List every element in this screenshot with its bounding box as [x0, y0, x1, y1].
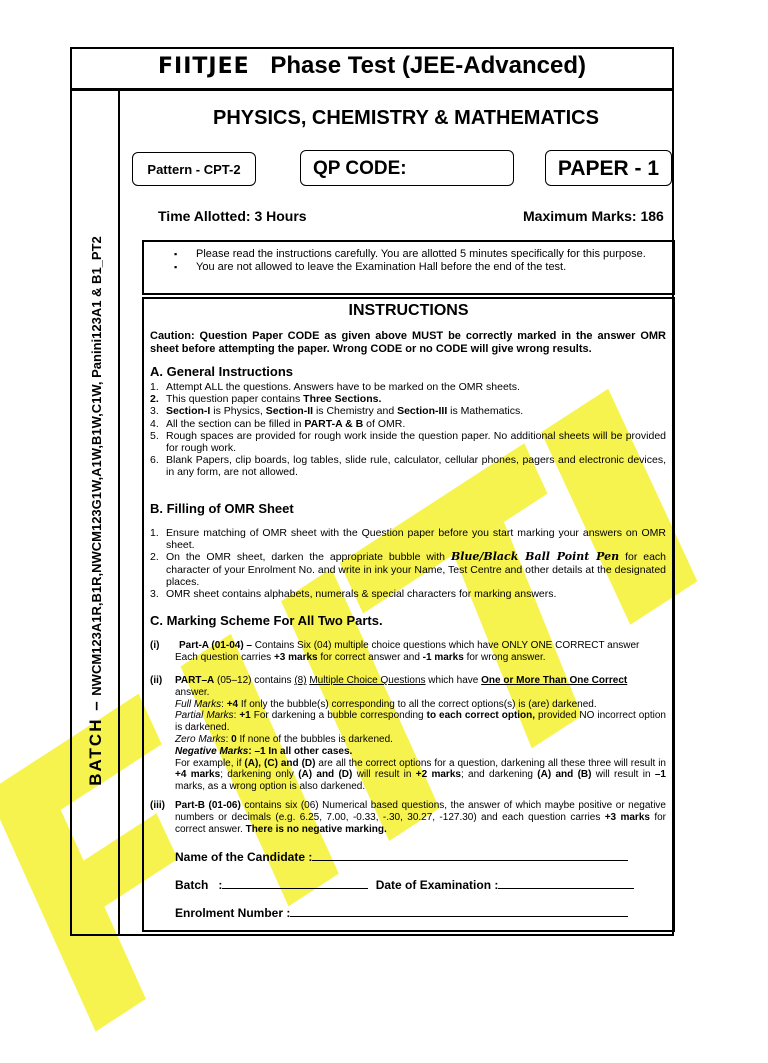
item-text: contains six (06) Numerical based questions, the answer of which maybe positive or negative numbers or decimals (e.g. 6.25, 7.00, -0.33, -.30, 30.27, -127.30) and each question carries: [175, 800, 666, 823]
item-text: OMR sheet contains alphabets, numerals & special characters for marking answers.: [166, 588, 557, 601]
zero-marks-value: 0: [231, 733, 237, 745]
list-item: [150, 454, 666, 478]
notice-item: ▪ Please read the instructions carefully. You are allotted 5 minutes specifically for this purpose.: [196, 248, 673, 261]
option-set: (A), (C) and (D): [244, 757, 316, 769]
item-text: will result in: [352, 769, 416, 781]
item-text: Ensure matching of OMR sheet with the Question paper before you start marking your answers on OMR sheet.: [166, 527, 666, 552]
part-label: PART–A: [175, 675, 215, 686]
marking-part-i: [150, 640, 666, 664]
pen-type: Blue/Black Ball Point Pen: [450, 550, 620, 564]
item-text: :: [225, 733, 232, 745]
item-bold: +2 marks: [415, 769, 461, 781]
item-bold: Three Sections.: [303, 393, 382, 406]
notice-box: [142, 240, 675, 295]
item-text: Contains Six (04) multiple choice questions which have ONLY ONE CORRECT answer: [254, 640, 640, 651]
marking-item: [150, 800, 666, 835]
part-label: Part-A (01-04): [179, 640, 244, 651]
item-number: (iii): [150, 800, 165, 811]
marking-part-iii: [150, 800, 666, 835]
question-count: (8): [294, 675, 307, 686]
maximum-marks: Maximum Marks: 186: [523, 208, 664, 224]
batch-field-label: Batch :: [175, 878, 223, 892]
omr-heading: B. Filling of OMR Sheet: [150, 501, 294, 516]
item-bold: PART-A & B: [304, 417, 364, 430]
item-number: 3.: [150, 405, 159, 418]
enrolment-field[interactable]: [175, 904, 628, 920]
list-item: [150, 393, 666, 405]
item-number: 4.: [150, 417, 159, 430]
negative-marks-label: Negative Marks: [175, 745, 249, 757]
item-text: for correct answer and: [317, 651, 423, 663]
candidate-name-label: Name of the Candidate :: [175, 850, 313, 864]
item-text: This question paper contains: [166, 393, 304, 406]
full-marks-value: +4: [226, 698, 239, 710]
section-label: Section-II: [265, 405, 314, 418]
item-text: All the section can be filled in: [166, 417, 305, 430]
time-allotted: Time Allotted: 3 Hours: [158, 208, 307, 224]
fiitjee-logo: FIITJEE: [158, 54, 250, 79]
item-text: :: [248, 745, 255, 757]
general-heading: A. General Instructions: [150, 364, 294, 379]
item-text: :: [233, 710, 240, 722]
omr-list: [150, 527, 666, 600]
candidate-name-line[interactable]: [312, 848, 628, 861]
item-text: for correct answer.: [175, 811, 666, 835]
enrolment-label: Enrolment Number :: [175, 906, 291, 920]
marking-item: [150, 675, 666, 793]
answer-type: One or More Than One Correct: [481, 675, 628, 686]
marking-part-ii: [150, 675, 666, 793]
item-text: :: [221, 698, 227, 710]
item-text: for wrong answer.: [463, 651, 546, 663]
item-text: Each question carries: [175, 651, 274, 663]
list-item: [150, 588, 666, 600]
exam-date-label: Date of Examination :: [375, 878, 499, 892]
item-text: will result in: [591, 769, 655, 781]
item-text: Blank Papers, clip boards, log tables, slide rule, calculator, cellular phones, pagers and electronic devices, in any form, are not allowed.: [166, 454, 666, 479]
item-text: are all the correct options for a question, darkening all these three will result in: [315, 757, 666, 769]
section-label: Section-III: [397, 405, 448, 418]
notice-list: [144, 248, 673, 273]
partial-marks-label: Partial Marks: [175, 710, 234, 722]
item-number: (ii): [150, 675, 163, 686]
item-number: 2.: [150, 551, 159, 564]
positive-marks: +3 marks: [604, 811, 650, 823]
general-list: [150, 381, 666, 479]
item-text: is Physics,: [210, 405, 266, 418]
item-number: 6.: [150, 454, 159, 467]
item-text: answer.: [175, 686, 210, 698]
mcq-label: Multiple Choice Questions: [309, 675, 426, 686]
list-item: [150, 551, 666, 588]
item-number: 5.: [150, 429, 159, 442]
marking-item: [150, 640, 666, 664]
marking-heading: C. Marking Scheme For All Two Parts.: [150, 613, 383, 628]
partial-marks-value: +1: [239, 710, 251, 722]
exam-date-line[interactable]: [498, 876, 634, 889]
option-set: (A) and (D): [298, 769, 353, 781]
item-text: for each character of your Enrolment No. and write in ink your Name, Test Centre and other details at the designated places.: [166, 551, 667, 588]
item-text: of OMR.: [363, 417, 406, 430]
subjects-heading: PHYSICS, CHEMISTRY & MATHEMATICS: [213, 107, 599, 129]
list-item: [150, 405, 666, 417]
item-text: is Mathematics.: [447, 405, 524, 418]
item-text: which have: [425, 675, 482, 686]
item-text: If only the bubble(s) corresponding to all the correct options(s) is (are) darkened.: [238, 698, 597, 710]
option-set: (A) and (B): [537, 769, 592, 781]
item-text: ; darkening only: [220, 769, 299, 781]
item-text: If none of the bubbles is darkened.: [236, 733, 393, 745]
item-number: 3.: [150, 588, 159, 601]
notice-item: ▪ You are not allowed to leave the Examination Hall before the end of the test.: [196, 261, 673, 274]
item-bold: +4 marks: [175, 769, 221, 781]
test-title: Phase Test (JEE-Advanced): [270, 52, 586, 79]
negative-marks: -1 marks: [422, 651, 464, 663]
dash: –: [243, 640, 255, 651]
positive-marks: +3 marks: [273, 651, 318, 663]
full-marks-label: Full Marks: [175, 698, 222, 710]
item-text: (05–12) contains: [214, 675, 295, 686]
paper-box: PAPER - 1: [545, 150, 672, 186]
header-title-row: [70, 52, 674, 80]
instructions-title: INSTRUCTIONS: [348, 302, 469, 319]
batch-strip: [72, 91, 120, 936]
negative-marks-value: –1 In all other cases.: [254, 745, 353, 757]
caution-text: Caution: Question Paper CODE as given above MUST be correctly marked in the answer OMR sheet before attempting the paper. Wrong CODE or no CODE will give wrong results.: [150, 330, 666, 355]
item-text: Rough spaces are provided for rough work inside the question paper. No additional sheets will be provided for rough work.: [166, 429, 666, 455]
enrolment-line[interactable]: [290, 904, 628, 917]
batch-field-line[interactable]: [222, 876, 368, 889]
list-item: [150, 527, 666, 551]
list-item: [150, 430, 666, 454]
item-text: ; and darkening: [460, 769, 538, 781]
zero-marks-label: Zero Marks: [175, 733, 226, 745]
item-number: 1.: [150, 381, 159, 393]
batch-label: BATCH –: [86, 699, 105, 786]
item-number: 1.: [150, 527, 159, 539]
qp-code-box: QP CODE:: [300, 150, 514, 186]
batch-text: [86, 236, 106, 786]
section-label: Section-I: [166, 405, 211, 418]
batch-field[interactable]: [175, 876, 634, 892]
item-text: is Chemistry and: [313, 405, 398, 418]
item-number: (i): [150, 640, 160, 651]
pattern-box: Pattern - CPT-2: [132, 152, 256, 186]
list-item: [150, 418, 666, 430]
item-text: provided NO incorrect option is darkened.: [175, 710, 666, 734]
item-text: For example, if: [175, 757, 245, 769]
item-bold: to each correct option,: [426, 710, 536, 722]
item-text: On the OMR sheet, darken the appropriate bubble with: [166, 551, 451, 564]
item-text: marks, as a wrong option is also darkened.: [175, 781, 366, 793]
item-text: For darkening a bubble corresponding: [250, 710, 427, 722]
candidate-name-field[interactable]: [175, 848, 628, 864]
item-bold: –1: [654, 769, 666, 781]
item-text: Attempt ALL the questions. Answers have to be marked on the OMR sheets.: [166, 381, 520, 393]
item-number: 2.: [150, 393, 159, 406]
batch-codes: NWCM123A1R,B1R,NWCM123G1W,A1W,B1W,C1W, Panini123A1 & B1_PT2: [89, 236, 104, 696]
no-negative-note: There is no negative marking.: [245, 823, 387, 835]
list-item: [150, 381, 666, 393]
part-label: Part-B (01-06): [175, 800, 241, 811]
